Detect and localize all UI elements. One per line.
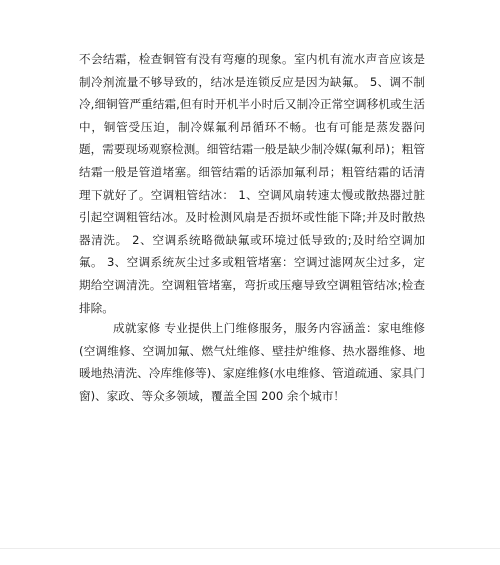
page-bottom-divider	[0, 548, 500, 549]
body-paragraph-2: 成就家修 专业提供上门维修服务，服务内容涵盖：家电维修(空调维修、空调加氟、燃气灶维修、壁挂炉维修、热水器维修、地暖地热清洗、冷库维修等)、家庭维修(水电维修、管道疏通、家具门窗)、家政、等众多领域，覆盖全国 200 余个城市！	[79, 321, 425, 403]
body-paragraph-1: 不会结霜，检查铜管有没有弯瘪的现象。室内机有流水声音应该是制冷剂流量不够导致的，结冰是连锁反应是因为缺氟。 5、调不制冷,细铜管严重结霜,但有时开机半小时后又制冷正常空调移机或生活中，铜管受压迫，制冷媒氟利昂循环不畅。也有可能是蒸发器问题，需要现场观察检测。细管结霜一般是缺少制冷媒(氟利昂)；粗管结霜一般是管道堵塞。细管结霜的话添加氟利昂；粗管结霜的话清理下就好了。空调粗管结冰： 1、空调风扇转速太慢或散热器过脏引起空调粗管结冰。及时检测风扇是否损坏或性能下降;并及时散热器清洗。 2、空调系统略微缺氟或环境过低导致的;及时给空调加氟。 3、空调系统灰尘过多或粗管堵塞：空调过滤网灰尘过多，定期给空调清洗。空调粗管堵塞，弯折或压瘪导致空调粗管结冰;检查排除。	[79, 52, 425, 315]
